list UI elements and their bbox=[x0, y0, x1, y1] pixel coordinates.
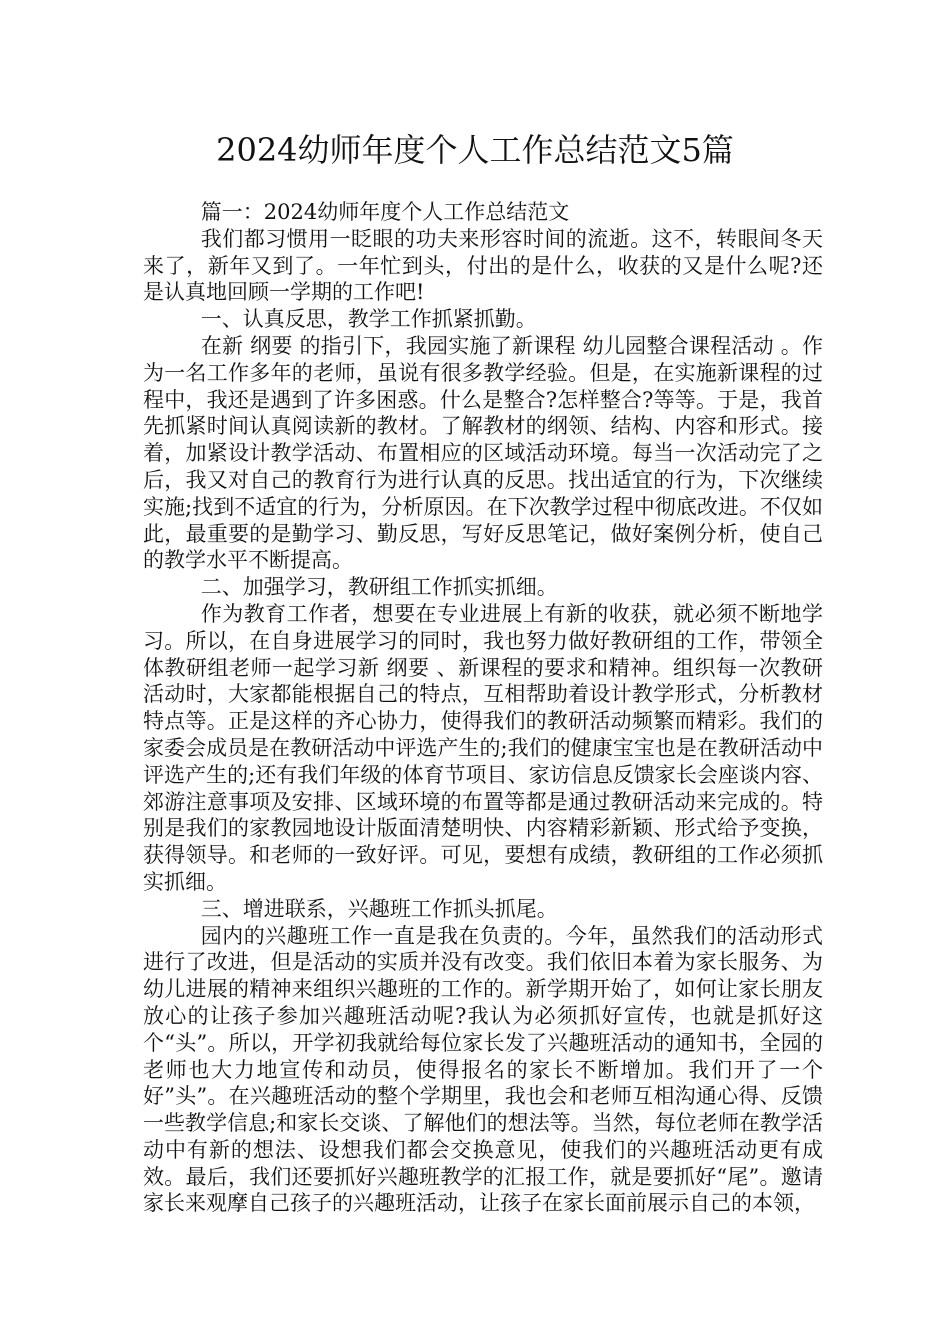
section-heading-reflection: 一、认真反思，教学工作抓紧抓勤。 bbox=[200, 307, 537, 332]
document-title: 2024幼师年度个人工作总结范文5篇 bbox=[216, 131, 734, 169]
section-heading-article-one: 篇一：2024幼师年度个人工作总结范文 bbox=[200, 200, 570, 224]
intro-paragraph: 我们都习惯用一眨眼的功夫来形容时间的流逝。这不，转眼间冬天来了，新年又到了。一年忙到头，付出的是什么，收获的又是什么呢?还是认真地回顾一学期的工作吧! bbox=[143, 226, 823, 305]
reflection-paragraph: 在新 纲要 的指引下，我园实施了新课程 幼儿园整合课程活动 。作为一名工作多年的老师，虽说有很多教学经验。但是，在实施新课程的过程中，我还是遇到了许多困惑。什么是整合?怎样整合?等等。于是，我首先抓紧时间认真阅读新的教材。了解教材的纲领、结构、内容和形式。接着，加紧设计教学活动、布置相应的区域活动环境。每当一次活动完了之后，我又对自己的教育行为进行认真的反思。找出适宜的行为，下次继续实施;找到不适宜的行为，分析原因。在下次教学过程中彻底改进。不仅如此，最重要的是勤学习、勤反思，写好反思笔记，做好案例分析，使自己的教学水平不断提高。 bbox=[143, 333, 823, 573]
section-heading-study: 二、加强学习，教研组工作抓实抓细。 bbox=[200, 575, 558, 600]
interest-class-paragraph: 园内的兴趣班工作一直是我在负责的。今年，虽然我们的活动形式进行了改进，但是活动的实质并没有改变。我们依旧本着为家长服务、为幼儿进展的精神来组织兴趣班的工作的。新学期开始了，如何让家长朋友放心的让孩子参加兴趣班活动呢?我认为必须抓好宣传，也就是抓好这个“头”。所以，开学初我就给每位家长发了兴趣班活动的通知书，全园的老师也大力地宣传和动员，使得报名的家长不断增加。我们开了一个好”头”。在兴趣班活动的整个学期里，我也会和老师互相沟通心得、反馈一些教学信息;和家长交谈、了解他们的想法等。当然，每位老师在教学活动中有新的想法、设想我们都会交换意见，使我们的兴趣班活动更有成效。最后，我们还要抓好兴趣班教学的汇报工作，就是要抓好“尾”。邀请家长来观摩自己孩子的兴趣班活动，让孩子在家长面前展示自己的本领， bbox=[143, 923, 823, 1216]
study-paragraph: 作为教育工作者，想要在专业进展上有新的收获，就必须不断地学习。所以，在自身进展学习的同时，我也努力做好教研组的工作，带领全体教研组老师一起学习新 纲要 、新课程的要求和精神。组织每一次教研活动时，大家都能根据自己的特点，互相帮助着设计教学形式，分析教材特点等。正是这样的齐心协力，使得我们的教研活动频繁而精彩。我们的家委会成员是在教研活动中评选产生的;我们的健康宝宝也是在教研活动中评选产生的;还有我们年级的体育节项目、家访信息反馈家长会座谈内容、郊游注意事项及安排、区域环境的布置等都是通过教研活动来完成的。特别是我们的家教园地设计版面清楚明快、内容精彩新颖、形式给予变换，获得领导。和老师的一致好评。可见，要想有成绩，教研组的工作必须抓实抓细。 bbox=[143, 601, 823, 894]
section-heading-interest-class: 三、增进联系，兴趣班工作抓头抓尾。 bbox=[200, 896, 558, 921]
document-body bbox=[143, 199, 823, 1217]
